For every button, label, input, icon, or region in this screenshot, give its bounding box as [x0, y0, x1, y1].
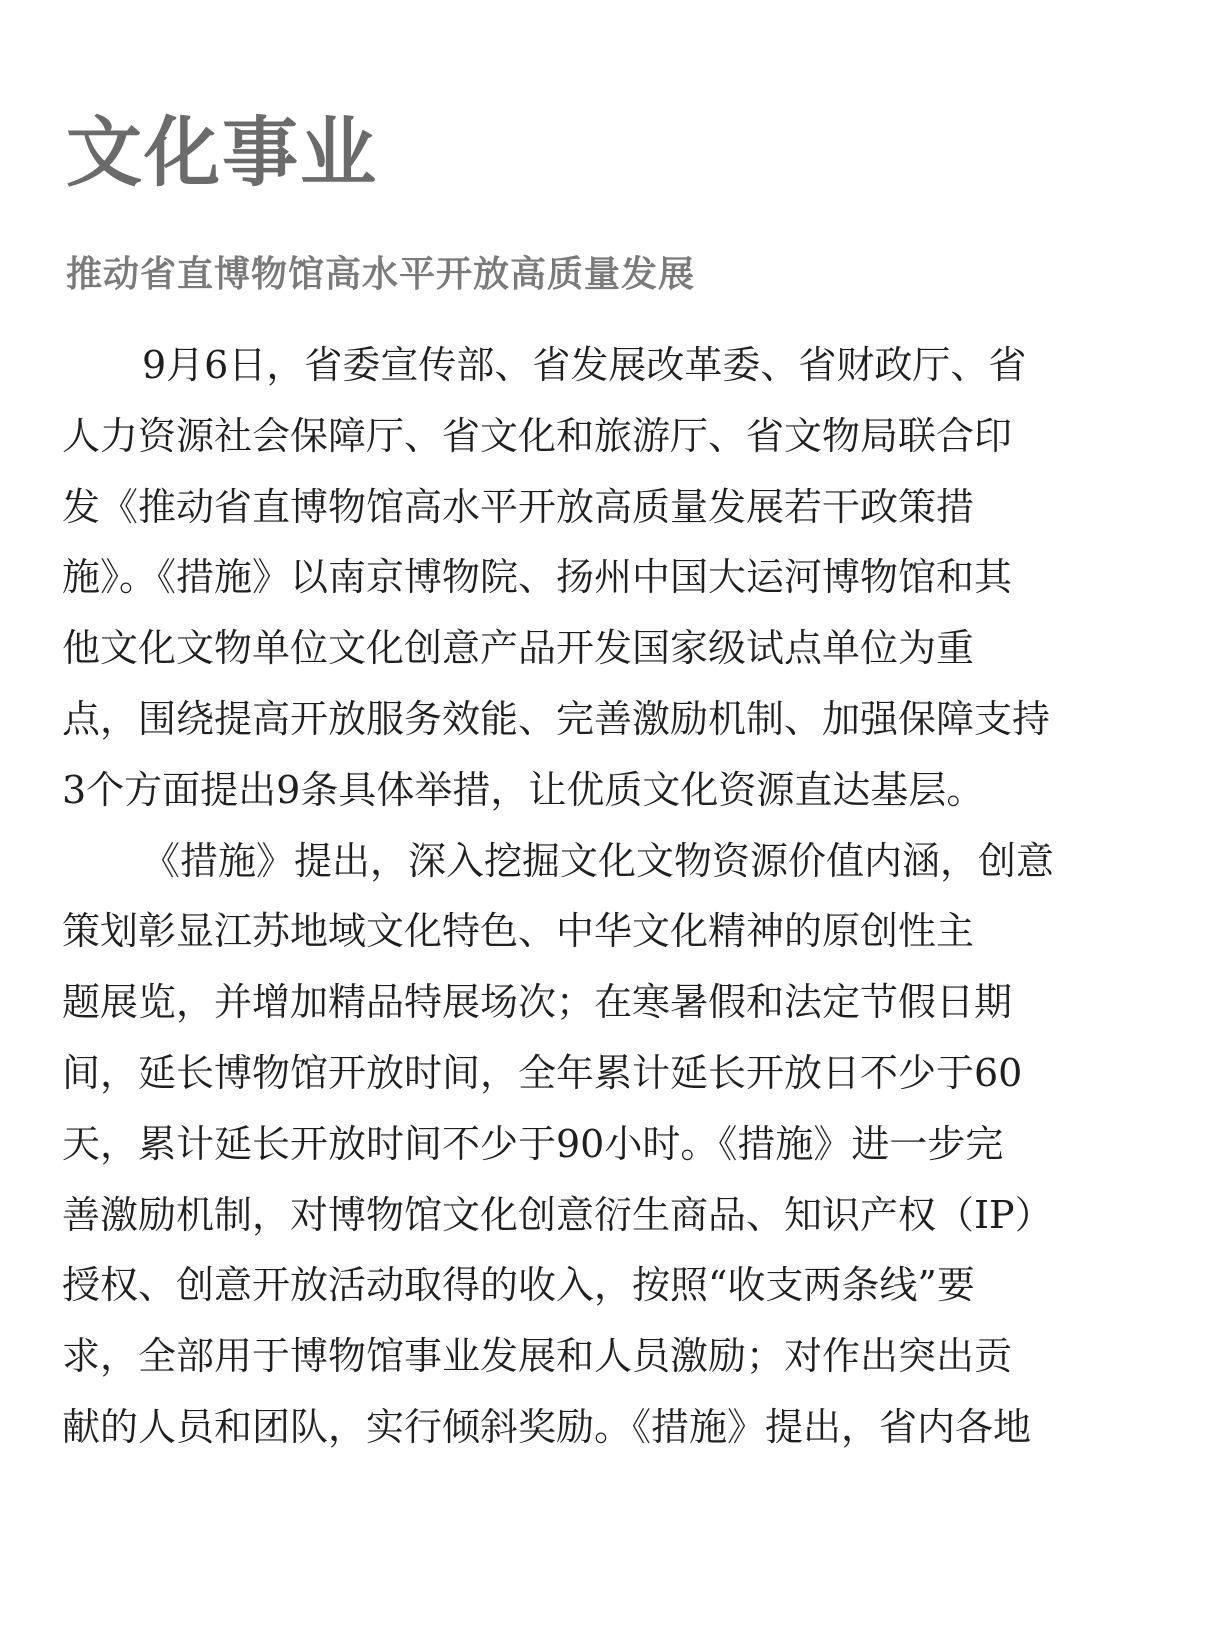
paragraph-line: 策划彰显江苏地域文化特色、中华文化精神的原创性主 [62, 909, 975, 954]
paragraph-line: 间，延长博物馆开放时间，全年累计延长开放日不少于60 [62, 1050, 1023, 1095]
paragraph-line: 善激励机制，对博物馆文化创意衍生商品、知识产权（IP） [62, 1192, 1053, 1237]
article-title: 推动省直博物馆高水平开放高质量发展 [66, 253, 696, 295]
section-title: 文化事业 [66, 108, 378, 197]
paragraph-line: 发《推动省直博物馆高水平开放高质量发展若干政策措 [62, 484, 975, 529]
paragraph-line: 施》。《措施》以南京博物院、扬州中国大运河博物馆和其 [62, 555, 1013, 600]
paragraph-line: 他文化文物单位文化创意产品开发国家级试点单位为重 [62, 626, 975, 671]
paragraph-line: 献的人员和团队，实行倾斜奖励。《措施》提出，省内各地 [62, 1404, 1032, 1449]
paragraph-line: 求，全部用于博物馆事业发展和人员激励；对作出突出贡 [62, 1334, 1013, 1379]
paragraph-line: 题展览，并增加精品特展场次；在寒暑假和法定节假日期 [62, 980, 1013, 1025]
paragraph-line: 人力资源社会保障厅、省文化和旅游厅、省文物局联合印 [62, 413, 1013, 458]
paragraph-line: 天，累计延长开放时间不少于90小时。《措施》进一步完 [62, 1121, 1004, 1166]
paragraph-line: 点，围绕提高开放服务效能、完善激励机制、加强保障支持 [62, 696, 1051, 741]
paragraph-line: 9月6日，省委宣传部、省发展改革委、省财政厅、省 [142, 343, 1027, 387]
paragraph-line: 3个方面提出9条具体举措，让优质文化资源直达基层。 [62, 767, 985, 812]
paragraph-line: 授权、创意开放活动取得的收入，按照“收支两条线”要 [62, 1263, 975, 1308]
paragraph-line: 《措施》提出，深入挖掘文化文物资源价值内涵，创意 [142, 838, 1055, 883]
article-body [62, 330, 1162, 1463]
